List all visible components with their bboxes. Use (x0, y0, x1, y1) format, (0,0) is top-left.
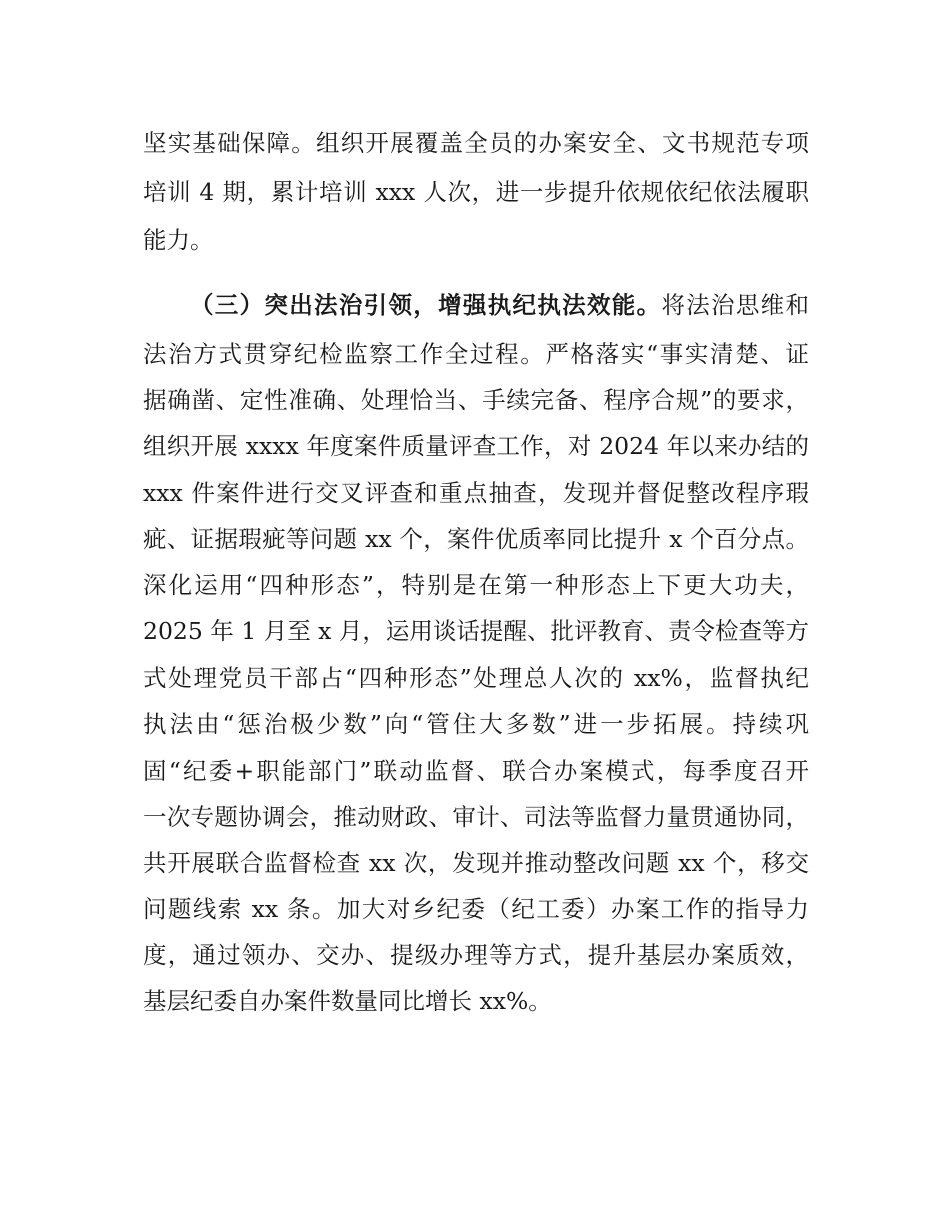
text-line: 据确凿、定性准确、处理恰当、手续完备、程序合规”的要求， (143, 386, 809, 414)
text-line: xxx 件案件进行交叉评查和重点抽查，发现并督促整改程序瑕 (143, 479, 809, 507)
text-line (190, 290, 809, 320)
text-line: 组织开展 xxxx 年度案件质量评查工作，对 2024 年以来办结的 (143, 432, 809, 460)
text-span: 将法治思维和 (661, 291, 809, 319)
text-line: 2025 年 1 月至 x 月，运用谈话提醒、批评教育、责令检查等方 (143, 617, 809, 645)
text-line: 能力。 (143, 226, 214, 254)
text-line: 坚实基础保障。组织开展覆盖全员的办案安全、文书规范专项 (143, 129, 809, 157)
section-heading: （三）突出法治引领，增强执纪执法效能。 (190, 291, 662, 319)
text-line: 基层纪委自办案件数量同比增长 xx%。 (143, 987, 552, 1015)
text-line: 固“纪委+职能部门”联动监督、联合办案模式，每季度召开 (143, 757, 809, 785)
text-line: 执法由“惩治极少数”向“管住大多数”进一步拓展。持续巩 (143, 710, 809, 738)
text-line: 培训 4 期，累计培训 xxx 人次，进一步提升依规依纪依法履职 (143, 178, 809, 206)
text-line: 式处理党员干部占“四种形态”处理总人次的 xx%，监督执纪 (143, 664, 809, 692)
text-line: 法治方式贯穿纪检监察工作全过程。严格落实“事实清楚、证 (143, 340, 809, 368)
text-line: 一次专题协调会，推动财政、审计、司法等监督力量贯通协同， (143, 803, 809, 831)
text-line: 疵、证据瑕疵等问题 xx 个，案件优质率同比提升 x 个百分点。 (143, 525, 809, 553)
text-line: 问题线索 xx 条。加大对乡纪委（纪工委）办案工作的指导力 (143, 895, 809, 923)
text-line: 共开展联合监督检查 xx 次，发现并推动整改问题 xx 个，移交 (143, 849, 809, 877)
text-line: 深化运用“四种形态”，特别是在第一种形态上下更大功夫， (143, 571, 809, 599)
text-line: 度，通过领办、交办、提级办理等方式，提升基层办案质效， (143, 941, 809, 969)
